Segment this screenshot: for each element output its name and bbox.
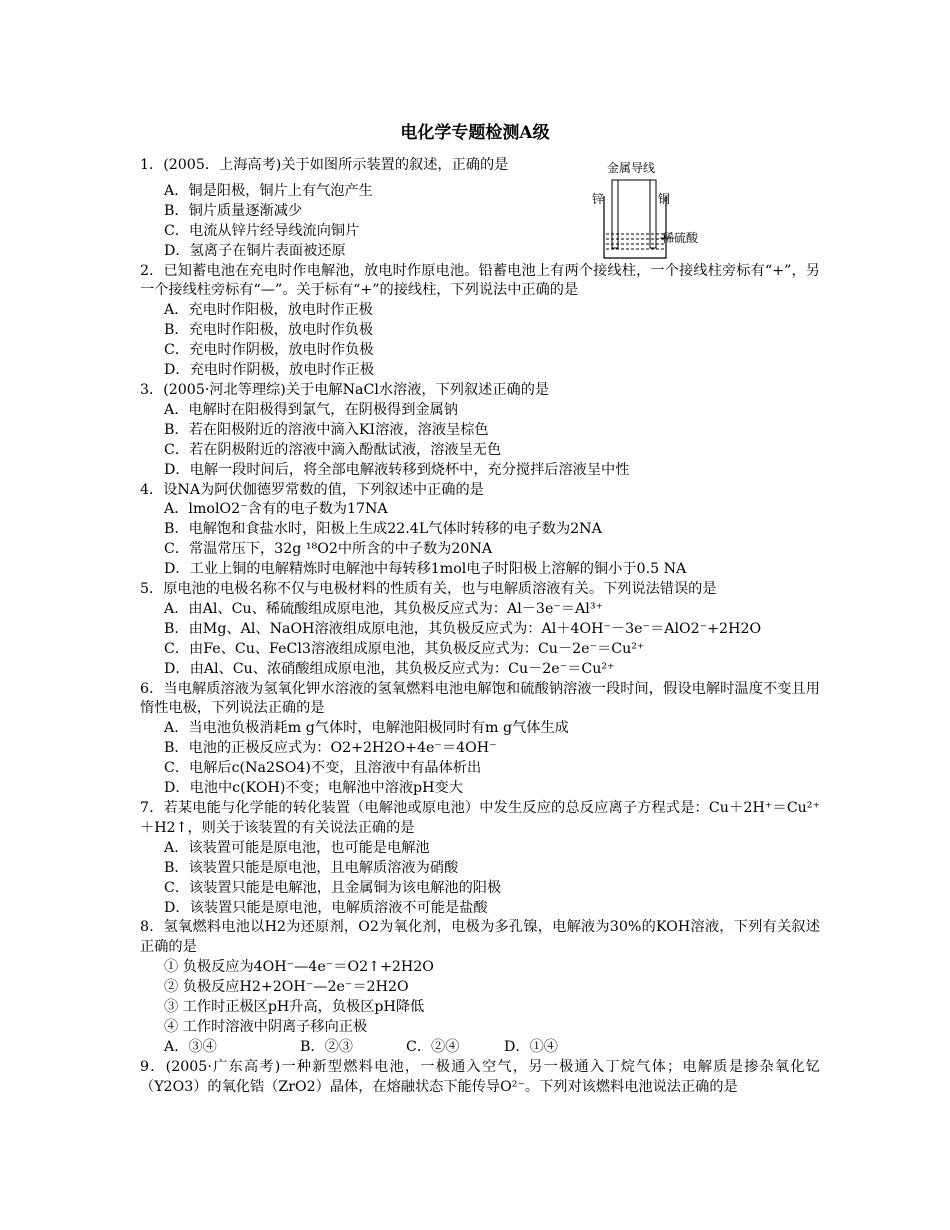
q8-statement-3: ③ 工作时正极区pH升高，负极区pH降低: [164, 999, 425, 1016]
q1-option-c: C．电流从锌片经导线流向铜片: [164, 222, 360, 239]
question-1-stem: 1．(2005．上海高考)关于如图所示装置的叙述，正确的是: [140, 157, 509, 173]
q6-option-a: A．当电池负极消耗m g气体时，电解池阳极同时有m g气体生成: [164, 720, 569, 737]
question-6-stem: 6．当电解质溶液为氢氧化钾水溶液的氢氧燃料电池电解饱和硫酸钠溶液一段时间，假设电解时温度不变且用惰性电极，下列说法正确的是: [140, 680, 820, 717]
question-8-stem: 8．氢氧燃料电池以H2为还原剂，O2为氧化剂，电极为多孔镍，电解液为30%的KOH溶液，下列有关叙述正确的是: [140, 919, 820, 956]
q7-option-a: A．该装置可能是原电池，也可能是电解池: [164, 839, 430, 856]
q5-option-b: B．由Mg、Al、NaOH溶液组成原电池，其负极反应式为：Al＋4OH⁻－3e⁻＝AlO2⁻+2H2O: [164, 620, 762, 637]
q2-option-d: D．充电时作阴极，放电时作正极: [164, 362, 375, 379]
q6-option-b: B．电池的正极反应式为：O2+2H2O+4e⁻＝4OH⁻: [164, 740, 497, 757]
q3-option-b: B．若在阳极附近的溶液中滴入KI溶液，溶液呈棕色: [164, 421, 489, 438]
q1-option-d: D．氢离子在铜片表面被还原: [164, 242, 346, 259]
question-4-stem: 4．设NA为阿伏伽德罗常数的值，下列叙述中正确的是: [140, 481, 484, 498]
question-9-stem: 9．(2005·广东高考)一种新型燃料电池，一极通入空气，另一极通入丁烷气体；电解质是掺杂氧化钇（Y2O3）的氧化锆（ZrO2）晶体，在熔融状态下能传导O²⁻。下列对该燃料电池说法正确的是: [140, 1058, 820, 1095]
q8-statement-2: ② 负极反应H2+2OH⁻—2e⁻＝2H2O: [164, 979, 409, 996]
q8-choices: [140, 1038, 820, 1058]
q5-option-c: C．由Fe、Cu、FeCl3溶液组成原电池，其负极反应式为：Cu－2e⁻＝Cu²⁺: [164, 640, 645, 657]
q3-option-a: A．电解时在阳极得到氯气，在阴极得到金属钠: [164, 401, 458, 418]
q6-option-c: C．电解后c(Na2SO4)不变，且溶液中有晶体析出: [164, 760, 482, 777]
question-7-stem: 7．若某电能与化学能的转化装置（电解池或原电池）中发生反应的总反应离子方程式是：Cu＋2H⁺＝Cu²⁺＋H2↑，则关于该装置的有关说法正确的是: [140, 800, 820, 836]
page-title: 电化学专题检测A级: [400, 123, 550, 143]
q4-option-b: B．电解饱和食盐水时，阳极上生成22.4L气体时转移的电子数为2NA: [164, 521, 602, 538]
q4-option-d: D．工业上铜的电解精炼时电解池中每转移1mol电子时阳极上溶解的铜小于0.5 NA: [164, 561, 687, 578]
q8-choice-d: D．①④: [504, 1038, 558, 1055]
q2-option-c: C．充电时作阴极，放电时作负极: [164, 342, 374, 359]
question-5-stem: 5．原电池的电极名称不仅与电极材料的性质有关，也与电解质溶液有关。下列说法错误的是: [140, 581, 717, 598]
q8-choice-a: A．③④: [164, 1038, 217, 1055]
wire-label: 金属导线: [607, 161, 656, 175]
q8-choice-c: C．②④: [406, 1038, 460, 1055]
q2-option-b: B．充电时作阳极，放电时作负极: [164, 322, 374, 339]
q8-statement-4: ④ 工作时溶液中阴离子移向正极: [164, 1018, 368, 1035]
question-2-stem: 2．已知蓄电池在充电时作电解池，放电时作原电池。铅蓄电池上有两个接线柱，一个接线柱旁标有“+”，另一个接线柱旁标有“—”。关于标有“+”的接线柱，下列说法中正确的是: [140, 262, 820, 299]
q7-option-c: C．该装置只能是电解池，且金属铜为该电解池的阳极: [164, 879, 502, 896]
q7-option-d: D．该装置只能是原电池，电解质溶液不可能是盐酸: [164, 899, 488, 916]
copper-label: 铜: [658, 192, 671, 206]
question-list: [140, 156, 820, 1098]
q1-option-a: A．铜是阳极，铜片上有气泡产生: [164, 182, 373, 199]
q8-statement-1: ① 负极反应为4OH⁻—4e⁻＝O2↑+2H2O: [164, 959, 434, 976]
acid-label: 稀硫酸: [662, 231, 699, 245]
q5-option-a: A．由Al、Cu、稀硫酸组成原电池，其负极反应式为：Al－3e⁻＝Al³⁺: [164, 600, 603, 617]
q4-option-c: C．常温常压下，32g ¹⁸O2中所含的中子数为20NA: [164, 541, 493, 558]
question-3-stem: 3．(2005·河北等理综)关于电解NaCl水溶液，下列叙述正确的是: [140, 381, 550, 398]
q8-choice-b: B．②③: [300, 1038, 353, 1055]
q2-option-a: A．充电时作阳极，放电时作正极: [164, 302, 373, 319]
q3-option-d: D．电解一段时间后，将全部电解液转移到烧杯中，充分搅拌后溶液呈中性: [164, 461, 630, 478]
q3-option-c: C．若在阴极附近的溶液中滴入酚酞试液，溶液呈无色: [164, 441, 502, 458]
q6-option-d: D．电池中c(KOH)不变；电解池中溶液pH变大: [164, 780, 463, 797]
q1-option-b: B．铜片质量逐渐减少: [164, 202, 303, 219]
q7-option-b: B．该装置只能是原电池，且电解质溶液为硝酸: [164, 859, 459, 876]
zinc-label: 锌: [592, 192, 605, 206]
q4-option-a: A．lmolO2⁻含有的电子数为17NA: [164, 501, 388, 518]
q5-option-d: D．由Al、Cu、浓硝酸组成原电池，其负极反应式为：Cu－2e⁻＝Cu²⁺: [164, 660, 615, 677]
